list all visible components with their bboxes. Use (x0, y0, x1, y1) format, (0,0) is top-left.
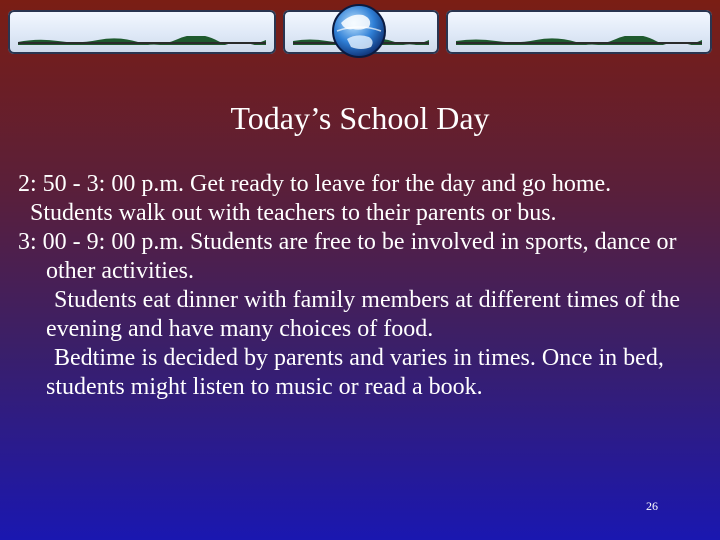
header-banner-left (8, 10, 276, 54)
body-line-4: Students eat dinner with family members at different times of the evening and have many choices of food. (18, 287, 687, 342)
globe-icon (329, 1, 389, 61)
horizon-ground-left (18, 36, 266, 45)
header-banner-right (446, 10, 712, 54)
body-line-5: Bedtime is decided by parents and varies in times. Once in bed, students might listen to music or read a book. (18, 345, 670, 400)
slide-body (18, 170, 708, 402)
slide-title: Today’s School Day (230, 100, 490, 136)
body-line-1: 2: 50 - 3: 00 p.m. Get ready to leave for the day and go home. (18, 171, 612, 197)
slide-number: 26 (646, 499, 658, 513)
body-line-3: 3: 00 - 9: 00 p.m. Students are free to be involved in sports, dance or other activities. (18, 229, 677, 284)
body-line-2: Students walk out with teachers to their parents or bus. (18, 200, 557, 226)
horizon-ground-right (456, 36, 702, 45)
